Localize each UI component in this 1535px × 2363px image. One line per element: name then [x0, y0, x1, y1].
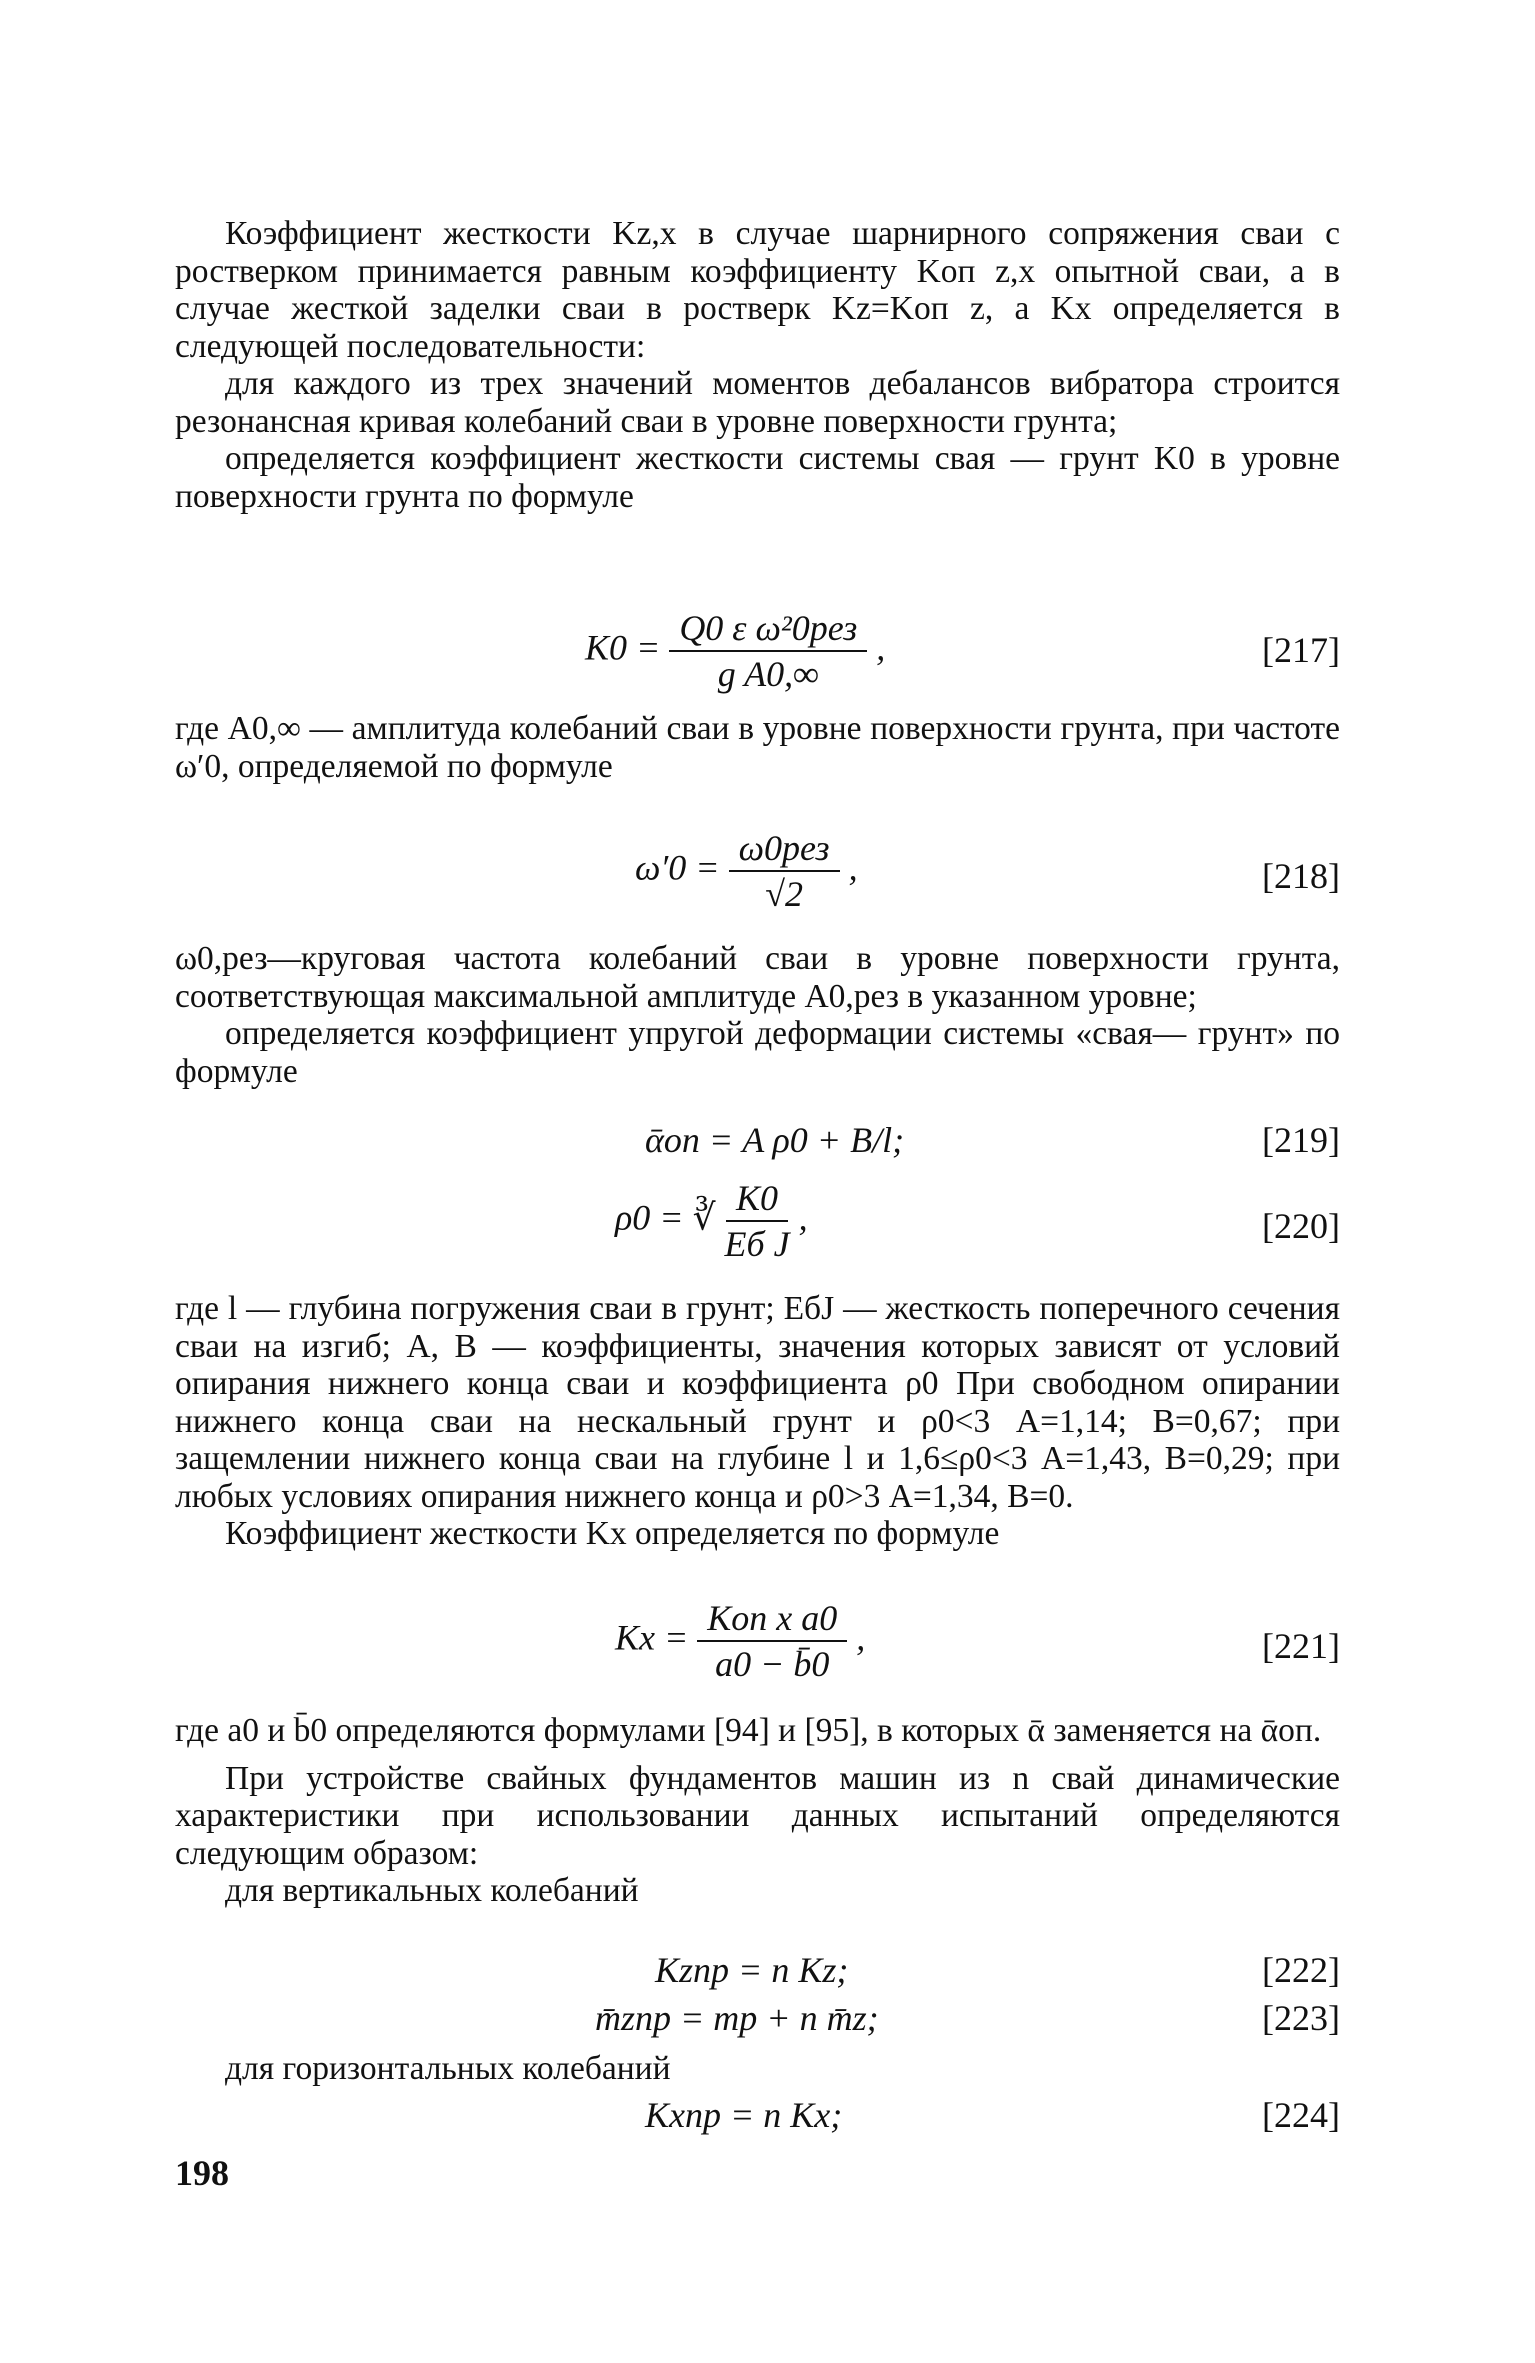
paragraph-resonance-curve: для каждого из трех значений моментов дебалансов вибратора строится резонансная кривая колебаний сваи в уровне поверхности грунта;	[175, 365, 1340, 440]
paragraph-coefficients-ab: где l — глубина погружения сваи в грунт; EбJ — жесткость поперечного сечения сваи на изгиб; A, B — коэффициенты, значения которых зависят от условий опирания нижнего конца сваи и коэффициента ρ0 При свободном опирании нижнего конца сваи на нескальный грунт и ρ0<3 A=1,14; B=0,67; при защемлении нижнего конца сваи на глубине l и 1,6≤ρ0<3 A=1,43, B=0,29; при любых условиях опирания нижнего конца и ρ0>3 A=1,34, B=0.	[175, 1290, 1340, 1515]
document-page: Коэффициент жесткости Kz,x в случае шарнирного сопряжения сваи с ростверком принимается равным коэффициенту Kоп z,x опытной сваи, а в случае жесткой заделки сваи в ростверк Kz=Kоп z, а Kx определяется в следующей последовательности: для каждого из трех значений моментов дебалансов вибратора строится резонансная кривая колебаний сваи в уровне поверхности грунта; определяется коэффициент жесткости системы свая — грунт K0 в уровне поверхности грунта по формуле K0 = $\frac{\text{Q0 ε ω²0рез}}{\text{g A0,∞}}$ , [217] где A0,∞ — амплитуда колебаний сваи в уровне поверхности грунта, при частоте ω′0, определяемой по формуле ω′0 = $\frac{\text{ω0рез}}{√2}$ , [218] ω0,рез—круговая частота колебаний сваи в уровне поверхности грунта, соответствующая максимальной амплитуде A0,рез в указанном уровне; определяется коэффициент упругой деформации системы «свая— грунт» по формуле ᾱоп = A ρ0 + B/l; [219] ρ0 = ∛ $\frac{K0}{\text{Eб J}}$ , [220] где l — глубина погружения сваи в грунт; EбJ — жесткость поперечного сечения сваи на изгиб; A, B — коэффициенты, значения которых зависят от условий опирания нижнего конца сваи и коэффициента ρ0 При свободном опирании нижнего конца сваи на нескальный грунт и ρ0<3 A=1,14; B=0,67; при защемлении нижнего конца сваи на глубине l и 1,6≤ρ0<3 A=1,43, B=0,29; при любых условиях опирания нижнего конца и ρ0>3 A=1,34, B=0. Коэффициент жесткости Kx определяется по формуле Kx = $\frac{\text{Kоп x a0}}{a0 - b̄0}$ , [221] где a0 и b̄0 определяются формулами [94] и [95], в которых ᾱ заменяется на ᾱоп. При устройстве свайных фундаментов машин из n свай динамические характеристики при использовании данных испытаний определяются следующим образом: для вертикальных колебаний Kzпр = n Kz; [222] m̄zпр = mр + n m̄z; [223] для горизонтальных колебаний Kxпр = n Kx; [224] 198	[175, 215, 1340, 2193]
equation-number-219: [219]	[1262, 1120, 1340, 1160]
paragraph-vertical-oscillations: для вертикальных колебаний	[225, 1872, 639, 1909]
page-number: 198	[175, 2153, 229, 2193]
paragraph-alpha-definition: определяется коэффициент упругой деформации системы «свая— грунт» по формуле	[175, 1015, 1340, 1090]
text-block-coefficients	[175, 1290, 1340, 1553]
equation-number-222: [222]	[1262, 1950, 1340, 1990]
text-block-amplitude	[175, 710, 1340, 785]
paragraph-a0-b0: где a0 и b̄0 определяются формулами [94] и [95], в которых ᾱ заменяется на ᾱоп.	[175, 1712, 1322, 1749]
text-block-intro	[175, 215, 1340, 515]
text-block-omega	[175, 940, 1340, 1090]
equation-number-217: [217]	[1262, 630, 1340, 670]
equation-number-218: [218]	[1262, 856, 1340, 896]
paragraph-omega-resonant: ω0,рез—круговая частота колебаний сваи в уровне поверхности грунта, соответствующая максимальной амплитуде A0,рез в указанном уровне;	[175, 940, 1340, 1015]
paragraph-stiffness-intro: Коэффициент жесткости Kz,x в случае шарнирного сопряжения сваи с ростверком принимается равным коэффициенту Kоп z,x опытной сваи, а в случае жесткой заделки сваи в ростверк Kz=Kоп z, а Kx определяется в следующей последовательности:	[175, 215, 1340, 365]
equation-number-221: [221]	[1262, 1626, 1340, 1666]
paragraph-horizontal-oscillations: для горизонтальных колебаний	[225, 2050, 671, 2087]
paragraph-amplitude: где A0,∞ — амплитуда колебаний сваи в уровне поверхности грунта, при частоте ω′0, определяемой по формуле	[175, 710, 1340, 785]
paragraph-k0-definition: определяется коэффициент жесткости системы свая — грунт K0 в уровне поверхности грунта по формуле	[175, 440, 1340, 515]
equation-number-223: [223]	[1262, 1998, 1340, 2038]
equation-number-224: [224]	[1262, 2095, 1340, 2135]
text-block-horizontal	[175, 2050, 1340, 2088]
paragraph-pile-foundations: При устройстве свайных фундаментов машин из n свай динамические характеристики при использовании данных испытаний определяются следующим образом:	[175, 1759, 1340, 1872]
equation-number-220: [220]	[1262, 1206, 1340, 1246]
paragraph-kx-formula-intro: Коэффициент жесткости Kx определяется по формуле	[225, 1515, 1000, 1552]
text-block-pile-foundation	[175, 1712, 1340, 1910]
